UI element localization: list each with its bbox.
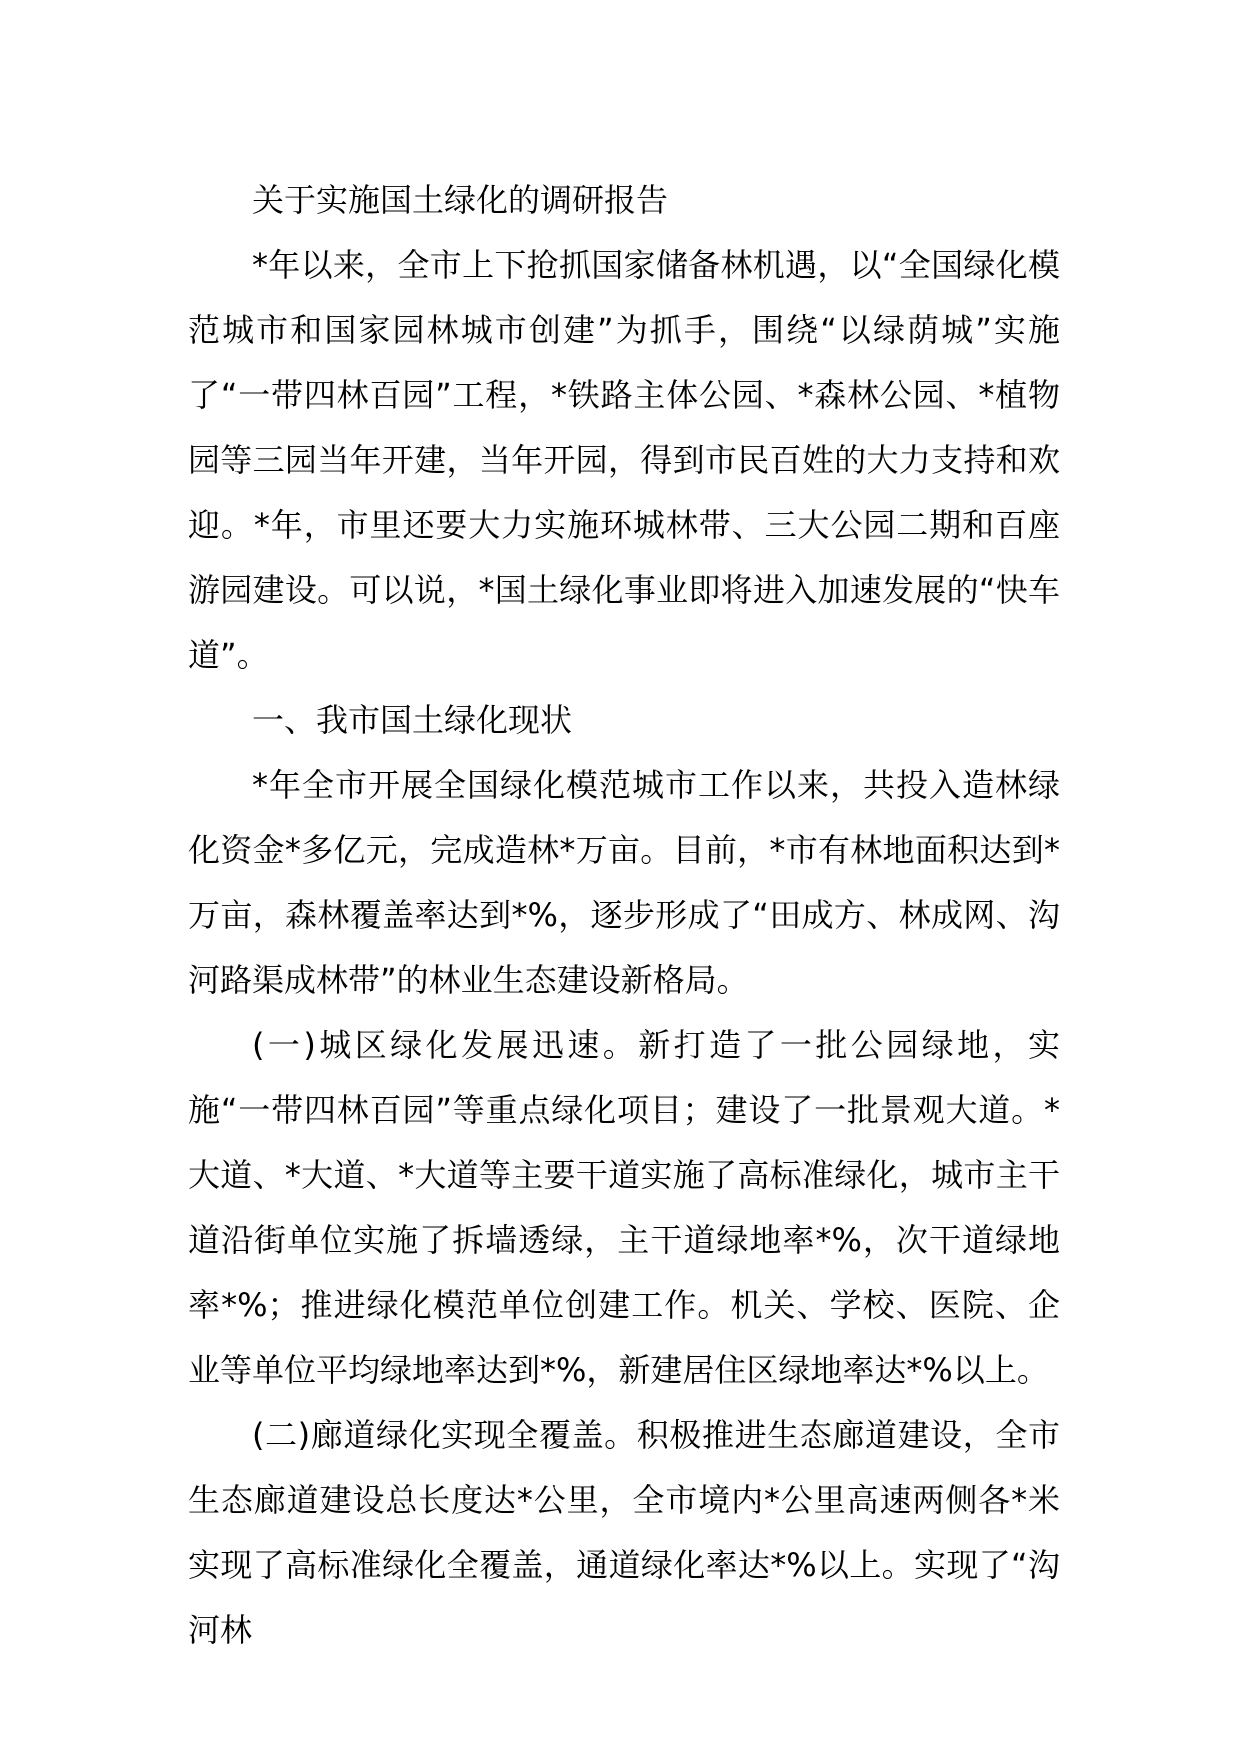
paragraph-urban-greening: (一)城区绿化发展迅速。新打造了一批公园绿地，实施“一带四林百园”等重点绿化项目；建设了一批景观大道。*大道、*大道、*大道等主要干道实施了高标准绿化，城市主干道沿街单位实施了拆墙透绿，主干道绿地率*%，次干道绿地率*%；推进绿化模范单位创建工作。机关、学校、医院、企业等单位平均绿地率达到*%，新建居住区绿地率达*%以上。 [188,1026,1060,1389]
section-heading-1: 一、我市国土绿化现状 [252,701,573,739]
document-title: 关于实施国土绿化的调研报告 [252,181,669,219]
paragraph-corridor-greening: (二)廊道绿化实现全覆盖。积极推进生态廊道建设，全市生态廊道建设总长度达*公里，全市境内*公里高速两侧各*米实现了高标准绿化全覆盖，通道绿化率达*%以上。实现了“沟河林 [188,1416,1060,1649]
document-page [188,168,1060,1663]
paragraph-intro: *年以来，全市上下抢抓国家储备林机遇，以“全国绿化模范城市和国家园林城市创建”为抓手，围绕“以绿荫城”实施了“一带四林百园”工程，*铁路主体公园、*森林公园、*植物园等三园当年开建，当年开园，得到市民百姓的大力支持和欢迎。*年，市里还要大力实施环城林带、三大公园二期和百座游园建设。可以说，*国土绿化事业即将进入加速发展的“快车道”。 [188,246,1060,674]
paragraph-status: *年全市开展全国绿化模范城市工作以来，共投入造林绿化资金*多亿元，完成造林*万亩。目前，*市有林地面积达到*万亩，森林覆盖率达到*%，逐步形成了“田成方、林成网、沟河路渠成林带”的林业生态建设新格局。 [188,766,1060,999]
